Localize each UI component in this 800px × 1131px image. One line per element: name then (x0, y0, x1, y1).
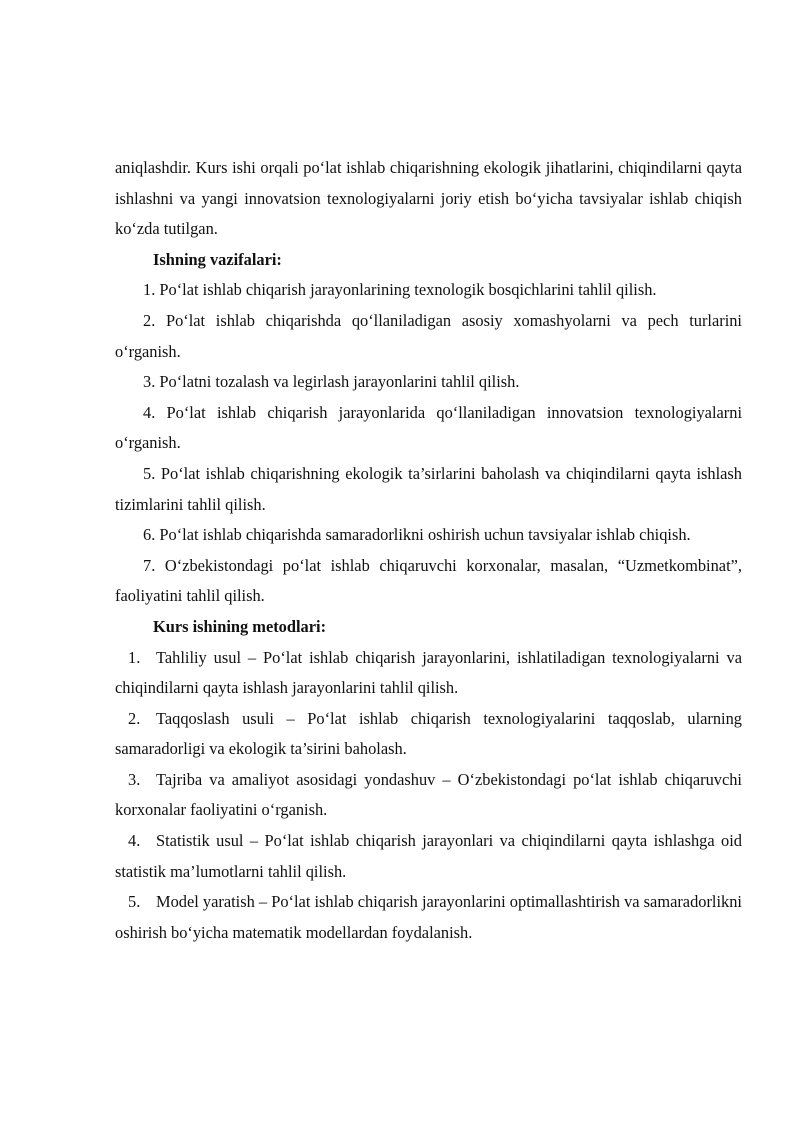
task-item: 7. O‘zbekistondagi po‘lat ishlab chiqaruvchi korxonalar, masalan, “Uzmetkombinat”, faoliyatini tahlil qilish. (115, 555, 742, 606)
method-item (115, 826, 742, 887)
method-text: Tajriba va amaliyot asosidagi yondashuv – O‘zbekistondagi po‘lat ishlab chiqaruvchi korxonalar faoliyatini o‘rganish. (115, 769, 742, 820)
method-text: Tahliliy usul – Po‘lat ishlab chiqarish jarayonlarini, ishlatiladigan texnologiyalarni va chiqindilarni qayta ishlash jarayonlarini tahlil qilish. (115, 647, 742, 698)
method-number: 4. (128, 831, 141, 851)
methods-heading: Kurs ishining metodlari: (153, 616, 327, 636)
method-item (115, 704, 742, 765)
method-number: 1. (128, 647, 141, 667)
method-text: Statistik usul – Po‘lat ishlab chiqarish jarayonlari va chiqindilarni qayta ishlashga oid statistik ma’lumotlarni tahlil qilish. (115, 831, 742, 881)
method-text: Model yaratish – Po‘lat ishlab chiqarish jarayonlarini optimallashtirish va samaradorlikni oshirish bo‘yicha matematik modellardan foydalanish. (115, 892, 742, 942)
task-item: 4. Po‘lat ishlab chiqarish jarayonlarida qo‘llaniladigan innovatsion texnologiyalarni o‘rganish. (115, 402, 742, 453)
method-item (115, 887, 742, 948)
method-number: 5. (128, 892, 141, 912)
method-number: 2. (128, 708, 141, 728)
task-item: 1. Po‘lat ishlab chiqarish jarayonlarining texnologik bosqichlarini tahlil qilish. (143, 280, 657, 300)
tasks-heading: Ishning vazifalari: (153, 249, 282, 269)
method-number: 3. (128, 769, 141, 789)
task-item: 2. Po‘lat ishlab chiqarishda qo‘llaniladigan asosiy xomashyolarni va pech turlarini o‘rganish. (115, 310, 742, 361)
method-item (115, 765, 742, 826)
intro-paragraph: aniqlashdir. Kurs ishi orqali po‘lat ishlab chiqarishning ekologik jihatlarini, chiqindilarni qayta ishlashni va yangi innovatsion texnologiyalarni joriy etish bo‘yicha tavsiyalar ishlab chiqish ko‘zda tutilgan. (115, 158, 742, 239)
task-item: 5. Po‘lat ishlab chiqarishning ekologik ta’sirlarini baholash va chiqindilarni qayta ishlash tizimlarini tahlil qilish. (115, 463, 742, 514)
task-item: 3. Po‘latni tozalash va legirlash jarayonlarini tahlil qilish. (143, 372, 520, 392)
method-item (115, 643, 742, 704)
task-item: 6. Po‘lat ishlab chiqarishda samaradorlikni oshirish uchun tavsiyalar ishlab chiqish. (143, 525, 691, 545)
method-text: Taqqoslash usuli – Po‘lat ishlab chiqarish texnologiyalarini taqqoslab, ularning samaradorligi va ekologik ta’sirini baholash. (115, 708, 742, 759)
